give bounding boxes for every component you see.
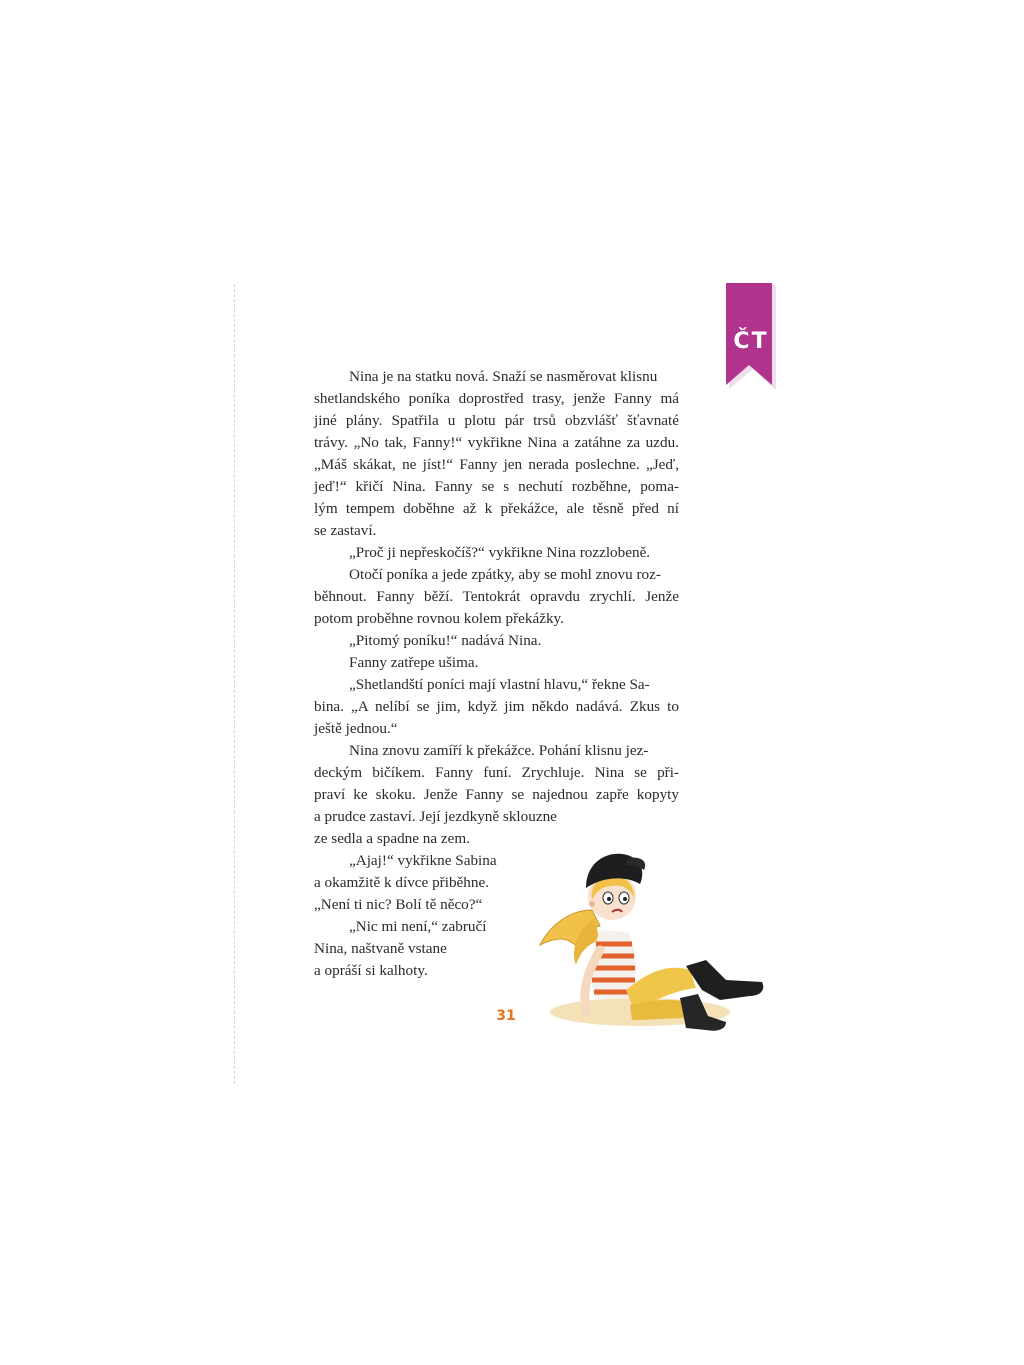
text-line: a okamžitě k dívce přiběhne. <box>314 874 490 891</box>
text-line: jeď!“ křičí Nina. Fanny se s nechutí rozběhne, poma- <box>314 478 679 495</box>
bookmark-ribbon <box>726 283 776 389</box>
text-line: ještě jednou.“ <box>314 720 398 737</box>
text-line: „Proč ji nepřeskočíš?“ vykřikne Nina rozzlobeně. <box>349 544 651 561</box>
text-line: „Máš skákat, ne jíst!“ Fanny jen nerada poslechne. „Jeď, <box>314 456 679 473</box>
page-fold-line <box>234 284 235 1084</box>
text-line: ze sedla a spadne na zem. <box>314 830 471 847</box>
text-line: se zastaví. <box>314 522 377 539</box>
text-line: „Pitomý poníku!“ nadává Nina. <box>349 632 542 649</box>
text-line: a opráší si kalhoty. <box>314 962 428 979</box>
girl-illustration <box>530 840 770 1040</box>
text-line: bina. „A nelíbí se jim, když jim někdo nadává. Zkus to <box>314 698 679 715</box>
text-line: běhnout. Fanny běží. Tentokrát opravdu zrychlí. Jenže <box>314 588 679 605</box>
text-line: potom proběhne rovnou kolem překážky. <box>314 610 564 627</box>
text-line: a prudce zastaví. Její jezdkyně sklouzne <box>314 808 557 825</box>
page-number: 31 <box>496 1008 516 1024</box>
text-line: Nina znovu zamíří k překážce. Pohání klisnu jez- <box>349 742 649 759</box>
text-line: „Shetlandští poníci mají vlastní hlavu,“ řekne Sa- <box>349 676 650 693</box>
text-line: shetlandského poníka doprostřed trasy, jenže Fanny má <box>314 390 679 407</box>
text-line: jiné plány. Spatřila u plotu pár trsů obzvlášť šťavnaté <box>314 412 679 429</box>
text-line: „Není ti nic? Bolí tě něco?“ <box>314 896 483 913</box>
text-line: deckým bičíkem. Fanny funí. Zrychluje. Nina se při- <box>314 764 679 781</box>
text-line: Nina je na statku nová. Snaží se nasměrovat klisnu <box>349 368 658 385</box>
text-line: praví ke skoku. Jenže Fanny se najednou zapře kopyty <box>314 786 679 803</box>
text-line: trávy. „No tak, Fanny!“ vykřikne Nina a zatáhne za uzdu. <box>314 434 679 451</box>
text-line: „Nic mi není,“ zabručí <box>349 918 487 935</box>
text-line: Nina, naštvaně vstane <box>314 940 447 957</box>
text-line: lým tempem doběhne až k překážce, ale těsně před ní <box>314 500 679 517</box>
text-line: Otočí poníka a jede zpátky, aby se mohl znovu roz- <box>349 566 661 583</box>
text-line: Fanny zatřepe ušima. <box>349 654 479 671</box>
text-line: „Ajaj!“ vykřikne Sabina <box>349 852 497 869</box>
ribbon-label: ČT <box>733 329 769 354</box>
